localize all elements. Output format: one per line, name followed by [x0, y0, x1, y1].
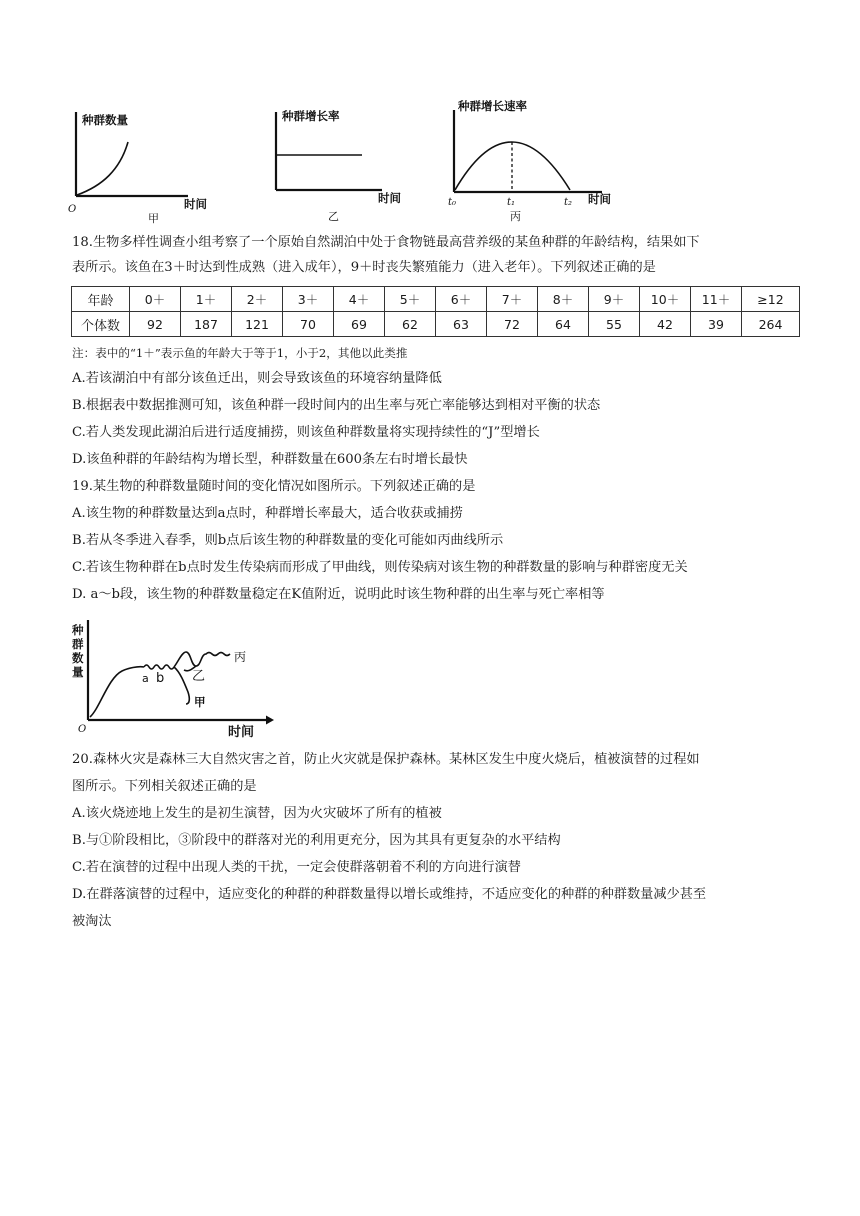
- jia-caption: 甲: [148, 212, 159, 225]
- count-cell: 70: [283, 312, 334, 337]
- count-cell: 187: [181, 312, 232, 337]
- curve-jia: [174, 667, 189, 704]
- figure-bing: [440, 96, 620, 224]
- bing-xlabel: 时间: [588, 192, 611, 206]
- q20-option-c: C.若在演替的过程中出现人类的干扰，一定会使群落朝着不利的方向进行演替: [72, 860, 521, 875]
- q20-option-d-line1: D.在群落演替的过程中，适应变化的种群的种群数量得以增长或维持，不适应变化的种群的种群数量减少甚至: [72, 887, 707, 902]
- age-cell: 3＋: [283, 287, 334, 312]
- age-structure-table: [71, 286, 800, 337]
- bing-ylabel: 种群增长速率: [458, 99, 527, 113]
- q19-ylabel-1: 种: [72, 623, 84, 637]
- q18-note: 注：表中的“1＋”表示鱼的年龄大于等于1，小于2，其他以此类推: [72, 346, 408, 360]
- q19-origin: O: [78, 724, 87, 735]
- yi-caption: 乙: [328, 210, 339, 223]
- bing-t0: t₀: [448, 197, 457, 208]
- age-cell: 8＋: [538, 287, 589, 312]
- count-cell: 42: [640, 312, 691, 337]
- count-cell: 62: [385, 312, 436, 337]
- q18-option-b: B.根据表中数据推测可知，该鱼种群一段时间内的出生率与死亡率能够达到相对平衡的状态: [72, 398, 601, 413]
- q19-option-b: B.若从冬季进入春季，则b点后该生物的种群数量的变化可能如丙曲线所示: [72, 533, 504, 548]
- bing-t2: t₂: [564, 197, 573, 208]
- age-cell: 1＋: [181, 287, 232, 312]
- jia-xlabel: 时间: [184, 197, 207, 211]
- q19-ylabel-3: 数: [72, 651, 84, 665]
- q19-point-a: a: [142, 672, 149, 685]
- q19-option-d: D. a～b段，该生物的种群数量稳定在K值附近，说明此时该生物种群的出生率与死亡率相等: [72, 587, 605, 602]
- row-head-age: 年龄: [72, 287, 130, 312]
- yi-ylabel: 种群增长率: [282, 109, 340, 123]
- age-cell: 2＋: [232, 287, 283, 312]
- q19-ylabel-4: 量: [72, 665, 84, 679]
- x-axis-arrow: [266, 716, 274, 725]
- q19-option-a: A.该生物的种群数量达到a点时，种群增长率最大，适合收获或捕捞: [72, 506, 463, 521]
- q19-option-c: C.若该生物种群在b点时发生传染病而形成了甲曲线，则传染病对该生物的种群数量的影响与种群密度无关: [72, 560, 688, 575]
- q20-option-a: A.该火烧迹地上发生的是初生演替，因为火灾破坏了所有的植被: [72, 806, 442, 821]
- jia-origin: O: [68, 204, 77, 215]
- table-row-counts: [72, 312, 800, 337]
- count-cell: 64: [538, 312, 589, 337]
- age-cell: ≥12: [742, 287, 800, 312]
- q19-point-b: b: [156, 671, 165, 686]
- figure-jia: [62, 100, 242, 225]
- q19-label-jia: 甲: [194, 695, 206, 709]
- age-cell: 7＋: [487, 287, 538, 312]
- count-cell: 69: [334, 312, 385, 337]
- count-cell: 63: [436, 312, 487, 337]
- age-cell: 9＋: [589, 287, 640, 312]
- row-head-count: 个体数: [72, 312, 130, 337]
- age-cell: 11＋: [691, 287, 742, 312]
- figure-q19: [70, 616, 275, 738]
- q18-stem-line1: 18.生物多样性调查小组考察了一个原始自然湖泊中处于食物链最高营养级的某鱼种群的年龄结构，结果如下: [72, 235, 700, 250]
- count-cell: 72: [487, 312, 538, 337]
- q18-option-d: D.该鱼种群的年龄结构为增长型，种群数量在600条左右时增长最快: [72, 452, 468, 467]
- q18-option-a: A.若该湖泊中有部分该鱼迁出，则会导致该鱼的环境容纳量降低: [72, 371, 442, 386]
- q19-label-bing: 丙: [234, 650, 247, 664]
- figure-yi: [262, 100, 432, 225]
- age-cell: 4＋: [334, 287, 385, 312]
- q19-stem: 19.某生物的种群数量随时间的变化情况如图所示。下列叙述正确的是: [72, 479, 476, 494]
- count-cell: 92: [130, 312, 181, 337]
- q19-ylabel-2: 群: [72, 637, 84, 651]
- q18-option-c: C.若人类发现此湖泊后进行适度捕捞，则该鱼种群数量将实现持续性的“J”型增长: [72, 425, 540, 440]
- count-cell: 121: [232, 312, 283, 337]
- bing-t1: t₁: [507, 197, 516, 208]
- bing-caption: 丙: [510, 210, 521, 223]
- q20-stem-line2: 图所示。下列相关叙述正确的是: [72, 779, 257, 794]
- table-row-ages: [72, 287, 800, 312]
- q19-xlabel: 时间: [228, 725, 255, 738]
- q20-stem-line1: 20.森林火灾是森林三大自然灾害之首，防止火灾就是保护森林。某林区发生中度火烧后，植被演替的过程如: [72, 752, 700, 767]
- count-cell: 39: [691, 312, 742, 337]
- s-curve: [90, 667, 144, 717]
- age-cell: 10＋: [640, 287, 691, 312]
- jia-ylabel: 种群数量: [82, 113, 128, 127]
- j-curve: [77, 142, 128, 195]
- count-cell: 55: [589, 312, 640, 337]
- q19-label-yi: 乙: [192, 669, 206, 684]
- age-cell: 6＋: [436, 287, 487, 312]
- curve-bing: [174, 652, 230, 667]
- count-cell: 264: [742, 312, 800, 337]
- age-cell: 0＋: [130, 287, 181, 312]
- age-cell: 5＋: [385, 287, 436, 312]
- q20-option-d-line2: 被淘汰: [72, 914, 112, 929]
- q20-option-b: B.与①阶段相比，③阶段中的群落对光的利用更充分，因为其具有更复杂的水平结构: [72, 833, 561, 848]
- yi-xlabel: 时间: [378, 191, 401, 205]
- q18-stem-line2: 表所示。该鱼在3＋时达到性成熟（进入成年），9＋时丧失繁殖能力（进入老年）。下列叙述正确的是: [72, 260, 656, 275]
- k-oscillation: [144, 665, 174, 669]
